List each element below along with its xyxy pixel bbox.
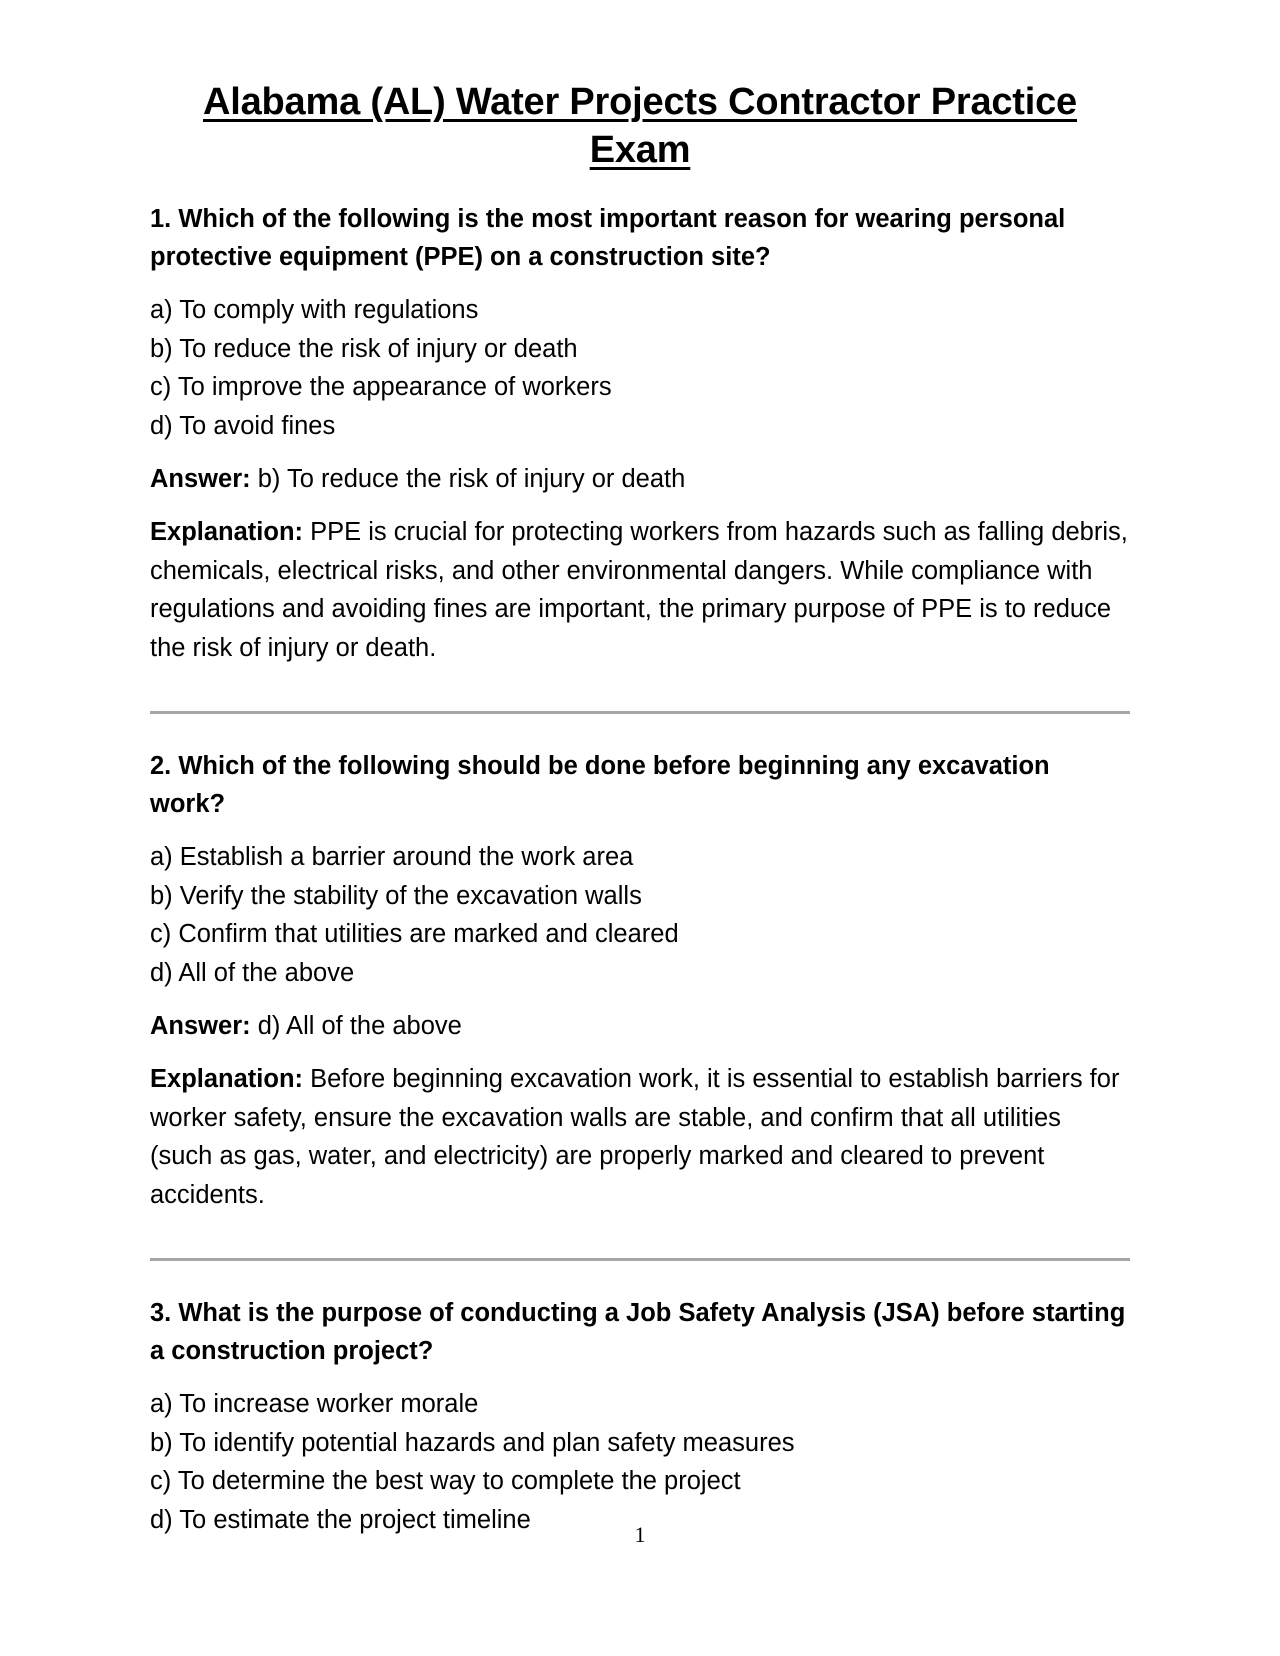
section-divider — [150, 711, 1130, 714]
option-d: d) To avoid fines — [150, 411, 336, 440]
answer-line — [150, 460, 1130, 498]
option-b: b) To identify potential hazards and plan safety measures — [150, 1428, 795, 1457]
explanation-paragraph — [150, 1060, 1130, 1214]
option-c: c) To improve the appearance of workers — [150, 373, 612, 401]
option-b: b) To reduce the risk of injury or death — [150, 334, 578, 363]
section-divider — [150, 1258, 1130, 1261]
option-d: d) All of the above — [150, 958, 355, 987]
option-c: c) Confirm that utilities are marked and cleared — [150, 920, 679, 948]
answer-line — [150, 1007, 1130, 1045]
option-a: a) To comply with regulations — [150, 296, 479, 324]
explanation-text: Before beginning excavation work, it is essential to establish barriers for worker safety, ensure the excavation walls are stable, and confirm that all utilities (such as gas, water, and electricity) are properly marked and cleared to prevent accidents. — [150, 1065, 1120, 1209]
option-a: a) Establish a barrier around the work area — [150, 843, 634, 871]
document-title: Alabama (AL) Water Projects Contractor Practice Exam — [203, 81, 1077, 171]
answer-label: Answer: — [150, 1012, 251, 1040]
question-block-3 — [150, 1294, 1130, 1539]
page-number: 1 — [634, 1522, 646, 1547]
option-c: c) To determine the best way to complete the project — [150, 1467, 741, 1495]
options-list — [150, 291, 1130, 445]
option-d: d) To estimate the project timeline — [150, 1505, 531, 1534]
question-text: 2. Which of the following should be done before beginning any excavation work? — [150, 752, 1050, 818]
answer-label: Answer: — [150, 465, 251, 493]
explanation-paragraph — [150, 513, 1130, 667]
question-text: 3. What is the purpose of conducting a Job Safety Analysis (JSA) before starting a construction project? — [150, 1299, 1126, 1365]
document-page — [150, 78, 1130, 1554]
explanation-label: Explanation: — [150, 1065, 304, 1093]
answer-text: d) All of the above — [257, 1012, 462, 1040]
option-b: b) Verify the stability of the excavation walls — [150, 881, 642, 910]
explanation-label: Explanation: — [150, 518, 304, 546]
options-list — [150, 838, 1130, 992]
option-a: a) To increase worker morale — [150, 1390, 479, 1418]
question-block-2 — [150, 747, 1130, 1214]
answer-text: b) To reduce the risk of injury or death — [257, 465, 686, 493]
question-text: 1. Which of the following is the most important reason for wearing personal protective equipment (PPE) on a construction site? — [150, 205, 1066, 271]
explanation-text: PPE is crucial for protecting workers from hazards such as falling debris, chemicals, electrical risks, and other environmental dangers. While compliance with regulations and avoiding fines are important, the primary purpose of PPE is to reduce the risk of injury or death. — [150, 518, 1128, 662]
question-block-1 — [150, 200, 1130, 667]
options-list — [150, 1385, 1130, 1539]
